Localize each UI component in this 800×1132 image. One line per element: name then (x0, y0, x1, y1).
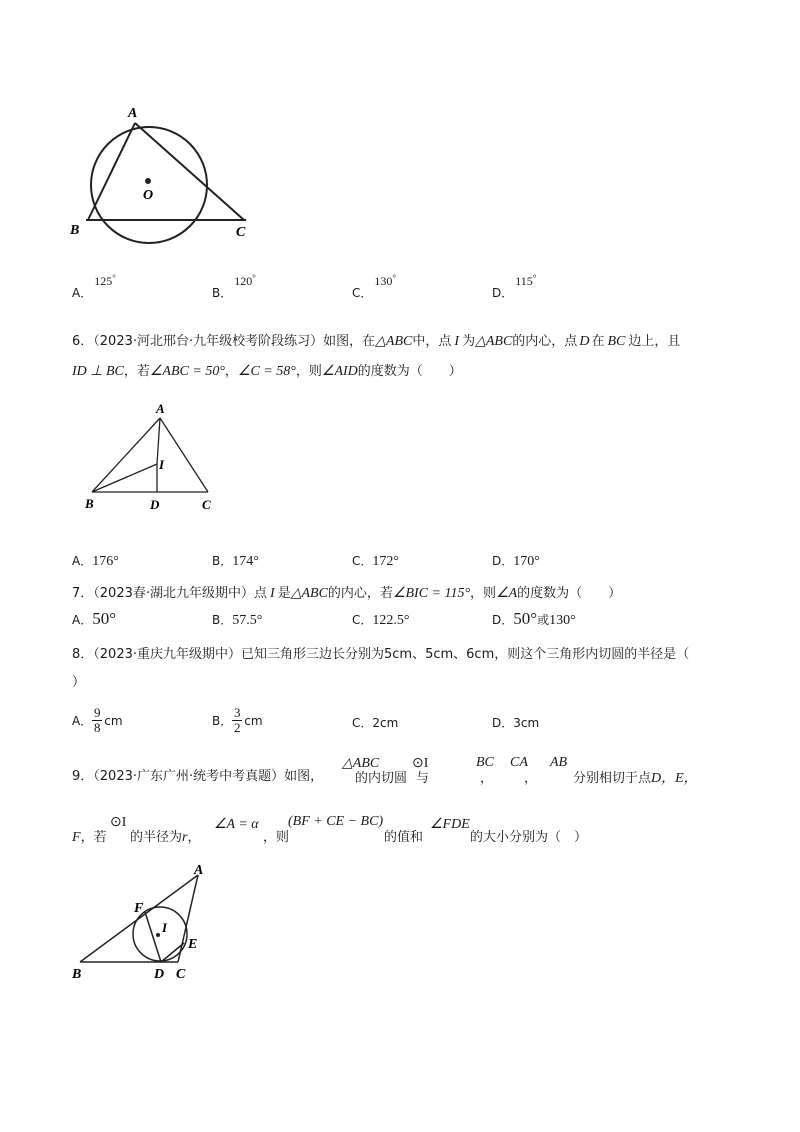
q9-text: 的值和 (384, 830, 424, 845)
q9-line-2a: F，若 (72, 830, 107, 845)
q6-option-d: D．170° (492, 554, 540, 569)
q9-math-ca: CA (510, 755, 528, 770)
label-b: B (72, 967, 82, 982)
q6-text: ， (224, 364, 238, 379)
label-i: I (162, 920, 168, 935)
side-ac (135, 123, 244, 220)
segment-fd (145, 912, 161, 962)
side-ab (88, 123, 135, 220)
q5-option-c: C．130° (352, 273, 396, 300)
label-o: O (143, 188, 154, 203)
q9-math-angle-a: ∠A = α (214, 817, 259, 832)
q9-text: ，则 (263, 830, 290, 845)
q9-math-ab: AB (550, 755, 568, 770)
side-ab (92, 418, 160, 492)
q7-text: 的内心，若 (327, 586, 393, 601)
q5-option-b: B．120° (212, 273, 256, 300)
q6-math: BC (607, 334, 626, 349)
q9-math-circle: ⊙I (412, 756, 429, 771)
q6-source: （2023·河北邢台·九年级校考阶段练习） (93, 334, 324, 349)
q7-option-a: A．50° (72, 609, 117, 628)
q6-math: ∠AID (321, 364, 358, 379)
q6-option-a: A．176° (72, 554, 119, 569)
q6-math: △ABC (475, 334, 513, 349)
label-i: I (159, 457, 165, 472)
q8-source: （2023·重庆九年级期中） (93, 647, 241, 662)
q7-line-1 (72, 582, 621, 602)
q9-text: 的内切圆 (355, 771, 408, 786)
q8-line-2: ） (72, 675, 86, 690)
q6-text: 中，点 (412, 334, 452, 349)
label-a: A (156, 401, 165, 416)
q7-math: △ABC (290, 586, 328, 601)
fraction: $\frac{9}{8}$ (93, 705, 101, 735)
q6-math: D (579, 334, 590, 349)
center-dot (145, 178, 151, 184)
q6-math: ∠ABC = 50° (149, 364, 225, 379)
q9-text: 的半径为r， (130, 830, 201, 845)
q9-text: 与 (416, 771, 430, 786)
q9-number-source: 9．（2023·广东广州·统考中考真题）如图， (72, 769, 324, 784)
q9-text: 分别相切于点D，E， (573, 771, 698, 786)
q6-text: 如图，在 (323, 334, 376, 349)
q8-number: 8． (72, 647, 94, 662)
q7-option-d: D．50°或130° (492, 609, 576, 628)
label-b: B (70, 223, 80, 238)
q7-text: 是 (277, 586, 291, 601)
q6-text: ，则 (295, 364, 322, 379)
circle-o (91, 127, 207, 243)
q5-figure (60, 95, 270, 245)
label-a: A (128, 106, 138, 121)
q6-figure (80, 400, 230, 518)
q9-math-bc: BC (476, 755, 494, 770)
label-f: F (134, 901, 144, 916)
q6-math: ∠C = 58° (237, 364, 296, 379)
label-d: D (154, 967, 165, 982)
q6-option-c: C．172° (352, 554, 399, 569)
q6-text: 的度数为（ ） (357, 364, 462, 379)
q6-option-b: B．174° (212, 554, 259, 569)
q7-math: I (270, 586, 275, 601)
q7-option-c: C．122.5° (352, 613, 410, 628)
q6-math: △ABC (375, 334, 413, 349)
q8-text: 已知三角形三边长分别为5cm、5cm、6cm，则这个三角形内切圆的半径是（ (241, 647, 690, 662)
q6-number: 6． (72, 334, 94, 349)
center-dot (156, 933, 160, 937)
q9-text: 的大小分别为（ ） (470, 830, 588, 845)
q5-option-a: A．125° (72, 273, 116, 300)
q9-math-expr: (BF + CE − BC) (288, 814, 384, 829)
q7-math: ∠A (496, 586, 518, 601)
label-c: C (202, 497, 211, 512)
q9-math-fde: ∠FDE (430, 817, 470, 832)
segment-bi (92, 464, 157, 492)
q7-text: 点 (254, 586, 268, 601)
q7-math: ∠BIC = 115° (392, 586, 471, 601)
q8-option-c: C．2cm (352, 716, 399, 730)
q9-text: ， (524, 771, 538, 786)
q7-text: 的度数为（ ） (517, 586, 622, 601)
q6-math: I (454, 334, 460, 349)
q7-option-b: B．57.5° (212, 613, 263, 628)
q8-line-1 (72, 643, 689, 662)
side-ac (160, 418, 208, 492)
q6-line-1 (72, 330, 680, 350)
q8-option-a: A． $\frac{9}{8}$ cm (72, 705, 123, 735)
label-b: B (85, 496, 94, 511)
q6-math: ID ⊥ BC (72, 364, 124, 379)
label-a: A (194, 863, 204, 878)
q7-text: ，则 (470, 586, 497, 601)
label-c: C (176, 967, 186, 982)
q6-text: ，若 (123, 364, 150, 379)
label-d: D (150, 497, 160, 512)
q5-option-d: D．115° (492, 273, 537, 300)
q9-math-triangle: △ABC (342, 756, 380, 771)
q6-line-2 (72, 360, 462, 380)
q9-figure (60, 860, 220, 990)
label-c: C (236, 225, 246, 240)
q9-math-circle-2: ⊙I (110, 815, 127, 830)
q6-text: 的内心，点 (512, 334, 578, 349)
q7-number: 7． (72, 586, 94, 601)
fraction: $\frac{3}{2}$ (233, 705, 241, 735)
q9-text: ， (480, 771, 494, 786)
label-e: E (188, 937, 198, 952)
q6-text: 边上，且 (628, 334, 681, 349)
q7-source: （2023春·湖北九年级期中） (93, 586, 254, 601)
q6-text: 为 (462, 334, 476, 349)
q8-option-d: D．3cm (492, 716, 540, 730)
q6-text: 在 (591, 334, 605, 349)
q8-option-b: B． $\frac{3}{2}$ cm (212, 705, 263, 735)
